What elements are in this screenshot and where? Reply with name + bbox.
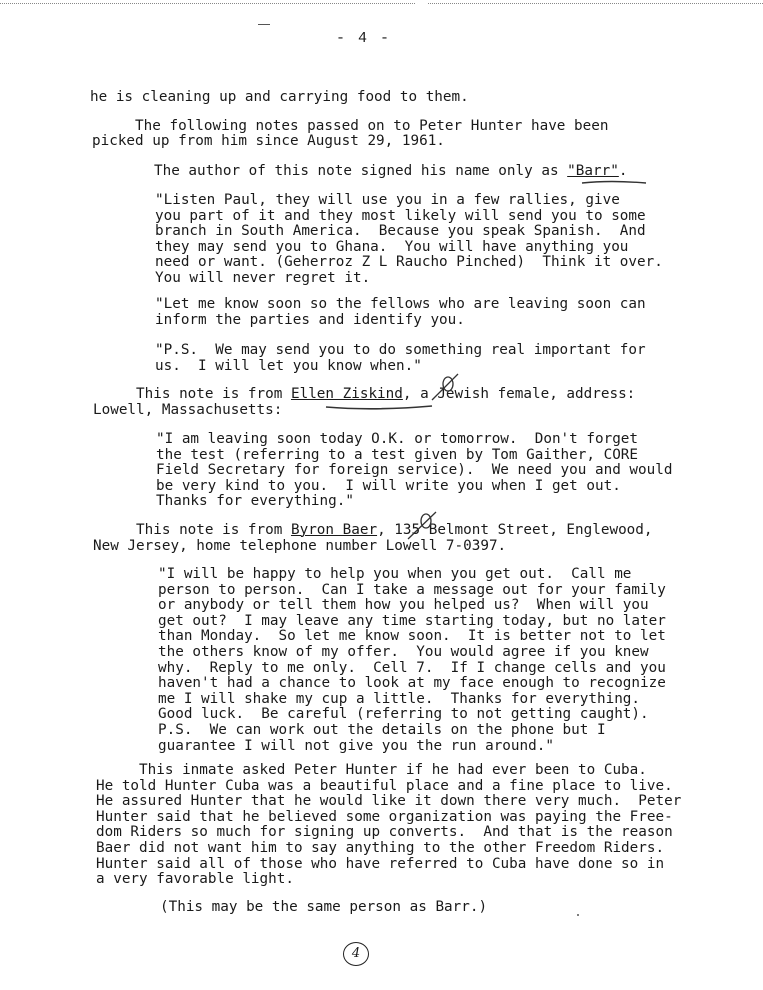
- handwritten-underline-ziskind: [324, 399, 436, 413]
- stray-dot: [575, 912, 581, 918]
- note-source-text: This note is from: [93, 386, 291, 402]
- note-author-period: .: [618, 163, 628, 179]
- quote-note-5: "I will be happy to help you when you get out. Call me person to person. Can I take a message out for your family or anybody or tell them how you helped us? When will you get out? I may leave any time starting today, but no later than Monday. So let me know soon. It is better not to let the others know of my offer. You would agree if you knew why. Reply to me only. Cell 7. If I change cells and you haven't had a chance to look at my face enough to recognize me I will shake my cup a little. Thanks for everything. Good luck. Be careful (referring to not getting caught). P.S. We can work out the details on the phone but I guarantee I will not give you the run around.": [158, 566, 666, 754]
- note-source-rest: , a Jewish female, address:: [402, 386, 636, 402]
- paragraph-cuba: This inmate asked Peter Hunter if he had ever been to Cuba. He told Hunter Cuba was a beautiful place and a fine place to live. He assured Hunter that he would like it down there very much. Peter Hunter said that he believed some organization was paying the Free- dom Riders so much for signing up converts. And that is the reason Baer did not want him to say anything to the other Freedom Riders. Hunter said all of those who have referred to Cuba have done so in a very favorable light.: [96, 762, 682, 888]
- stray-mark: [258, 24, 270, 25]
- quote-note-4: "I am leaving soon today O.K. or tomorrow. Don't forget the test (referring to a test given by Tom Gaither, CORE Field Secretary for foreign service). We need you and would be very kind to you. I will write you when I get out. Thanks for everything.": [156, 431, 673, 510]
- top-rule-right: [428, 3, 763, 4]
- top-rule-left: [0, 3, 415, 4]
- quote-note-3: "P.S. We may send you to do something real important for us. I will let you know when.": [155, 342, 646, 374]
- note-source-baer: [93, 523, 653, 539]
- author-name-barr: "Barr": [567, 163, 619, 179]
- paragraph-intro-line2: picked up from him since August 29, 1961.: [92, 133, 445, 149]
- quote-note-2: "Let me know soon so the fellows who are leaving soon can inform the parties and identify you.: [155, 296, 646, 328]
- note-source-phone: New Jersey, home telephone number Lowell 7-0397.: [93, 538, 507, 554]
- name-byron-baer: Byron Baer: [290, 522, 378, 538]
- note-author-line: [154, 164, 627, 180]
- handwritten-check-mark-2: [404, 509, 442, 543]
- handwritten-underline-barr: [580, 178, 650, 186]
- paragraph-same-person: (This may be the same person as Barr.): [160, 899, 488, 915]
- circled-page-number: 4: [343, 942, 369, 966]
- note-source-address: Lowell, Massachusetts:: [93, 402, 283, 418]
- note-author-text: The author of this note signed his name only as: [154, 163, 568, 179]
- quote-note-1: "Listen Paul, they will use you in a few rallies, give you part of it and they most likely will send you to some branch in South America. Because you speak Spanish. And they may send you to Ghana. You will have anything you need or want. (Geherroz Z L Raucho Pinched) Think it over. You will never regret it.: [155, 192, 663, 286]
- handwritten-check-mark: [428, 370, 464, 404]
- note-source-rest-2: , 135 Belmont Street, Englewood,: [377, 522, 653, 538]
- note-source-text-2: This note is from: [93, 522, 291, 538]
- paragraph-intro-line1: The following notes passed on to Peter Hunter have been: [92, 118, 609, 134]
- paragraph-continuation: he is cleaning up and carrying food to them.: [90, 89, 469, 105]
- page-number: - 4 -: [336, 30, 392, 47]
- name-ellen-ziskind: Ellen Ziskind: [290, 386, 403, 402]
